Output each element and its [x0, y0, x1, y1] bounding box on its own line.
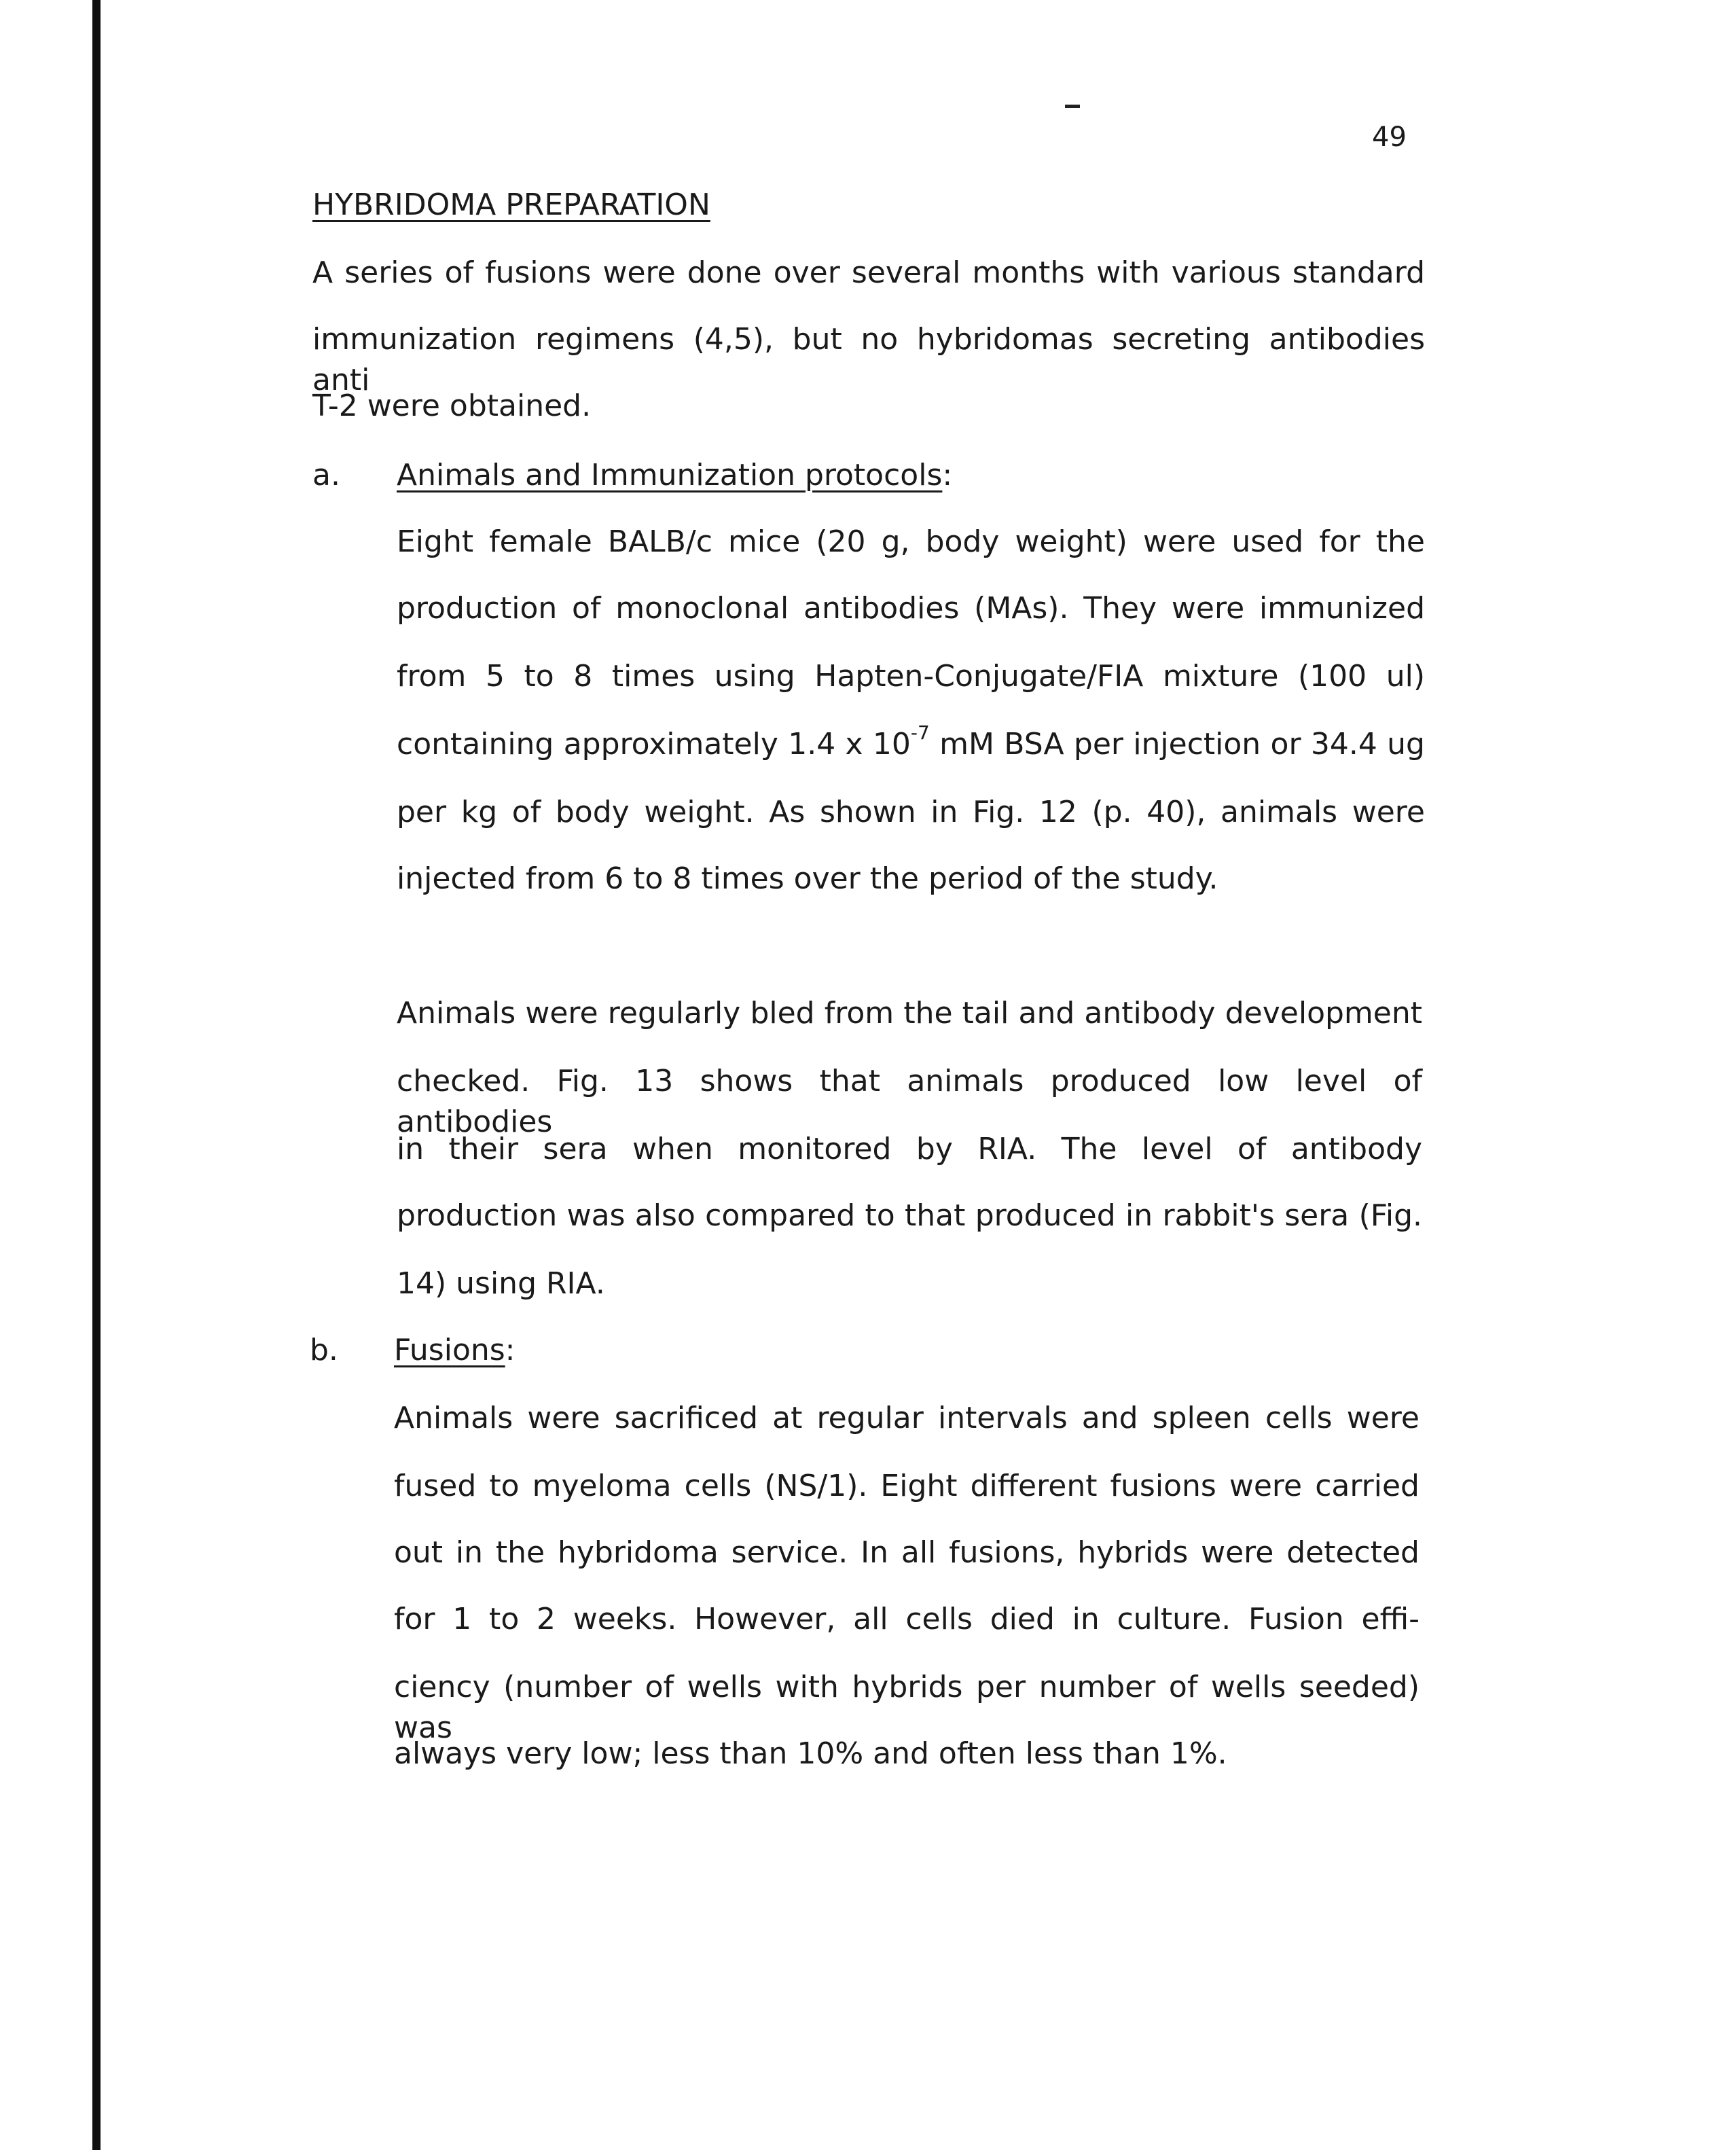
section-a-p1-line-1: Eight female BALB/c mice (20 g, body weight) were used for the: [397, 524, 1425, 559]
stray-mark: [1065, 105, 1080, 108]
section-a-title-colon: :: [942, 458, 953, 492]
section-b-line-5: ciency (number of wells with hybrids per number of wells seeded) was: [394, 1670, 1419, 1745]
section-a-title: [397, 455, 952, 496]
p1-line-4-before: containing approximately 1.4 x 10: [397, 727, 911, 762]
intro-line-1: A series of fusions were done over several months with various standard: [312, 255, 1425, 290]
section-a-title-text: Animals and Immunization protocols: [397, 458, 943, 492]
intro-line-3: T-2 were obtained.: [312, 389, 592, 423]
section-a-marker: a.: [312, 458, 340, 492]
section-a-p1-line-5: per kg of body weight. As shown in Fig. 12 (p. 40), animals were: [397, 795, 1425, 829]
section-a-p2-line-2: checked. Fig. 13 shows that animals produced low level of antibodies: [397, 1064, 1422, 1139]
section-heading: HYBRIDOMA PREPARATION: [312, 187, 710, 222]
section-b-title-colon: :: [505, 1333, 516, 1367]
section-b-title-text: Fusions: [394, 1333, 505, 1367]
section-a-p2-line-1: Animals were regularly bled from the tail and antibody development: [397, 996, 1422, 1031]
section-a-p1-line-6: injected from 6 to 8 times over the period of the study.: [397, 861, 1218, 896]
section-b-line-3: out in the hybridoma service. In all fusions, hybrids were detected: [394, 1535, 1419, 1570]
section-b-line-4: for 1 to 2 weeks. However, all cells died in culture. Fusion effi-: [394, 1602, 1419, 1636]
section-a-p1-line-4: [397, 721, 1425, 765]
section-a-p2-line-5: 14) using RIA.: [397, 1266, 605, 1301]
p1-line-4-after: mM BSA per injection or 34.4 ug: [929, 727, 1425, 762]
page-number: 49: [1372, 122, 1407, 153]
section-a-p1-line-3: from 5 to 8 times using Hapten-Conjugate/FIA mixture (100 ul): [397, 659, 1425, 694]
scan-edge: [92, 0, 101, 2150]
section-b-line-2: fused to myeloma cells (NS/1). Eight different fusions were carried: [394, 1469, 1419, 1503]
section-b-marker: b.: [310, 1333, 338, 1367]
intro-line-2: immunization regimens (4,5), but no hybridomas secreting antibodies anti: [312, 322, 1425, 397]
section-b-title: [394, 1330, 516, 1371]
section-b-line-1: Animals were sacrificed at regular intervals and spleen cells were: [394, 1401, 1419, 1435]
exponent: -7: [910, 721, 930, 745]
section-a-p2-line-3: in their sera when monitored by RIA. The level of antibody: [397, 1132, 1422, 1166]
section-b-line-6: always very low; less than 10% and often less than 1%.: [394, 1736, 1227, 1771]
section-a-p2-line-4: production was also compared to that produced in rabbit's sera (Fig.: [397, 1198, 1422, 1233]
section-a-p1-line-2: production of monoclonal antibodies (MAs). They were immunized: [397, 591, 1425, 626]
